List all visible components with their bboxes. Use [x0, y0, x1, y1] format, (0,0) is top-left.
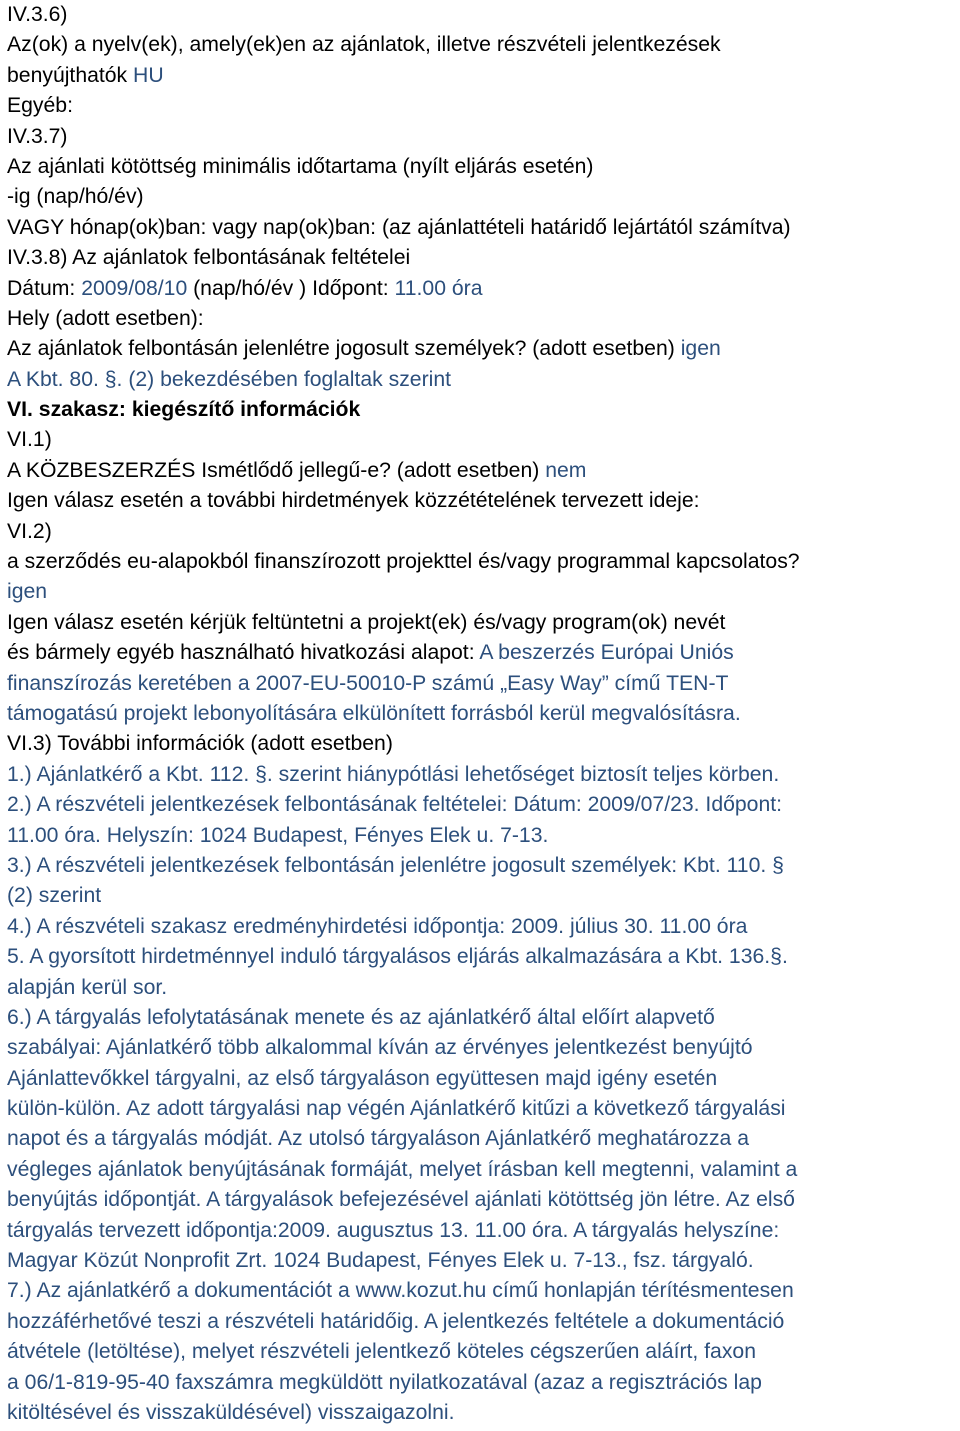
form-label-text: Az ajánlatok felbontásán jelenlétre jogosult személyek? (adott esetben): [7, 337, 681, 361]
text-line: [7, 608, 957, 638]
form-label-text: Dátum:: [7, 276, 82, 300]
form-label-text: VI.1): [7, 428, 52, 452]
filled-value-text: 6.) A tárgyalás lefolytatásának menete és az ajánlatkérő által előírt alapvető: [7, 1005, 715, 1029]
filled-value-text: a 06/1-819-95-40 faxszámra megküldött nyilatkozatával (azaz a regisztrációs lap: [7, 1370, 762, 1394]
text-line: [7, 1185, 957, 1215]
text-line: [7, 274, 957, 304]
form-label-text: Az ajánlati kötöttség minimális időtartama (nyílt eljárás esetén): [7, 154, 594, 178]
text-line: [7, 912, 957, 942]
text-line: [7, 760, 957, 790]
text-line: [7, 1216, 957, 1246]
text-line: [7, 638, 957, 668]
form-label-text: IV.3.7): [7, 124, 68, 148]
text-line: [7, 1337, 957, 1367]
text-line: [7, 1124, 957, 1154]
filled-value-text: Ajánlattevőkkel tárgyalni, az első tárgyaláson együttesen majd igény esetén: [7, 1066, 718, 1090]
text-line: [7, 1003, 957, 1033]
text-line: [7, 1246, 957, 1276]
form-label-text: A KÖZBESZERZÉS Ismétlődő jellegű-e? (adott esetben): [7, 458, 546, 482]
form-label-text: IV.3.8) Az ajánlatok felbontásának feltételei: [7, 246, 411, 270]
form-label-text: és bármely egyéb használható hivatkozási alapot:: [7, 641, 480, 665]
text-line: [7, 213, 957, 243]
filled-value-text: A beszerzés Európai Uniós: [479, 641, 734, 665]
filled-value-text: átvétele (letöltése), melyet részvételi jelentkező köteles cégszerűen aláírt, faxon: [7, 1340, 757, 1364]
filled-value-text: végleges ajánlatok benyújtásának formáját, melyet írásban kell megtenni, valamint a: [7, 1157, 798, 1181]
filled-value-text: HU: [133, 63, 164, 87]
filled-value-text: nem: [545, 458, 587, 482]
filled-value-text: 2009/08/10: [81, 276, 188, 300]
text-line: [7, 30, 957, 60]
filled-value-text: 3.) A részvételi jelentkezések felbontásán jelenlétre jogosult személyek: Kbt. 110. §: [7, 853, 784, 877]
filled-value-text: külön-külön. Az adott tárgyalási nap végén Ajánlatkérő kitűzi a következő tárgyalási: [7, 1097, 786, 1121]
text-line: [7, 152, 957, 182]
form-label-text: IV.3.6): [7, 3, 68, 26]
document-body: [7, 0, 957, 1428]
filled-value-text: kitöltésével és visszaküldésével) visszaigazolni.: [7, 1400, 455, 1424]
form-label-text: benyújthatók: [7, 63, 134, 87]
text-line: [7, 1033, 957, 1063]
text-line: [7, 425, 957, 455]
text-line: [7, 1094, 957, 1124]
filled-value-text: 7.) Az ajánlatkérő a dokumentációt a www.kozut.hu című honlapján térítésmentesen: [7, 1279, 794, 1303]
text-line: [7, 91, 957, 121]
form-label-text: VI.2): [7, 519, 52, 543]
form-label-text: VI. szakasz: kiegészítő információk: [7, 398, 361, 422]
text-line: [7, 456, 957, 486]
text-line: [7, 1398, 957, 1428]
text-line: [7, 699, 957, 729]
filled-value-text: igen: [680, 337, 721, 361]
text-line: [7, 881, 957, 911]
text-line: [7, 1368, 957, 1398]
filled-value-text: A Kbt. 80. §. (2) bekezdésében foglaltak szerint: [7, 367, 452, 391]
form-label-text: a szerződés eu-alapokból finanszírozott projekttel és/vagy programmal kapcsolatos?: [7, 550, 800, 574]
text-line: [7, 61, 957, 91]
filled-value-text: Magyar Közút Nonprofit Zrt. 1024 Budapest, Fényes Elek u. 7-13., fsz. tárgyaló.: [7, 1249, 754, 1273]
filled-value-text: 4.) A részvételi szakasz eredményhirdetési időpontja: 2009. július 30. 11.00 óra: [7, 914, 748, 938]
text-line: [7, 851, 957, 881]
form-label-text: Igen válasz esetén kérjük feltüntetni a projekt(ek) és/vagy program(ok) nevét: [7, 610, 726, 634]
filled-value-text: hozzáférhetővé teszi a részvételi határidőig. A jelentkezés feltétele a dokumentáció: [7, 1309, 785, 1333]
text-line: [7, 577, 957, 607]
form-label-text: VAGY hónap(ok)ban: vagy nap(ok)ban: (az ajánlattételi határidő lejártától számítva): [7, 215, 791, 239]
text-line: [7, 547, 957, 577]
filled-value-text: 1.) Ajánlatkérő a Kbt. 112. §. szerint hiánypótlási lehetőséget biztosít teljes körben.: [7, 762, 780, 786]
text-line: [7, 1307, 957, 1337]
filled-value-text: napot és a tárgyalás módját. Az utolsó tárgyaláson Ajánlatkérő meghatározza a: [7, 1127, 750, 1151]
text-line: [7, 1276, 957, 1306]
filled-value-text: szabályai: Ajánlatkérő több alkalommal kíván az érvényes jelentkezést benyújtó: [7, 1036, 753, 1060]
text-line: [7, 1155, 957, 1185]
text-line: [7, 182, 957, 212]
form-label-text: -ig (nap/hó/év): [7, 185, 144, 209]
text-line: [7, 0, 957, 30]
form-label-text: Hely (adott esetben):: [7, 306, 204, 330]
filled-value-text: 11.00 óra. Helyszín: 1024 Budapest, Fényes Elek u. 7-13.: [7, 823, 549, 847]
text-line: [7, 486, 957, 516]
filled-value-text: tárgyalás tervezett időpontja:2009. augusztus 13. 11.00 óra. A tárgyalás helyszíne:: [7, 1218, 780, 1242]
text-line: [7, 122, 957, 152]
text-line: [7, 973, 957, 1003]
text-line: [7, 669, 957, 699]
filled-value-text: 11.00 óra: [394, 276, 483, 300]
form-label-text: VI.3) További információk (adott esetben): [7, 732, 393, 756]
form-label-text: Igen válasz esetén a további hirdetmények közzétételének tervezett ideje:: [7, 489, 700, 513]
filled-value-text: igen: [7, 580, 48, 604]
form-label-text: Az(ok) a nyelv(ek), amely(ek)en az ajánlatok, illetve részvételi jelentkezések: [7, 33, 721, 57]
text-line: [7, 790, 957, 820]
filled-value-text: finanszírozás keretében a 2007-EU-50010-P számú „Easy Way” című TEN-T: [7, 671, 729, 695]
form-label-text: Egyéb:: [7, 94, 73, 118]
filled-value-text: alapján kerül sor.: [7, 975, 168, 999]
text-line: [7, 365, 957, 395]
text-line: [7, 517, 957, 547]
form-label-text: (nap/hó/év ) Időpont:: [187, 276, 395, 300]
text-line: [7, 942, 957, 972]
filled-value-text: támogatású projekt lebonyolítására elkülönített forrásból kerül megvalósításra.: [7, 701, 741, 725]
filled-value-text: 2.) A részvételi jelentkezések felbontásának feltételei: Dátum: 2009/07/23. Időpont:: [7, 793, 783, 817]
text-line: [7, 395, 957, 425]
text-line: [7, 821, 957, 851]
filled-value-text: 5. A gyorsított hirdetménnyel induló tárgyalásos eljárás alkalmazására a Kbt. 136.§.: [7, 945, 788, 969]
text-line: [7, 334, 957, 364]
filled-value-text: (2) szerint: [7, 884, 102, 908]
filled-value-text: benyújtás időpontját. A tárgyalások befejezésével ajánlati kötöttség jön létre. Az első: [7, 1188, 795, 1212]
text-line: [7, 729, 957, 759]
text-line: [7, 243, 957, 273]
text-line: [7, 1064, 957, 1094]
text-line: [7, 304, 957, 334]
